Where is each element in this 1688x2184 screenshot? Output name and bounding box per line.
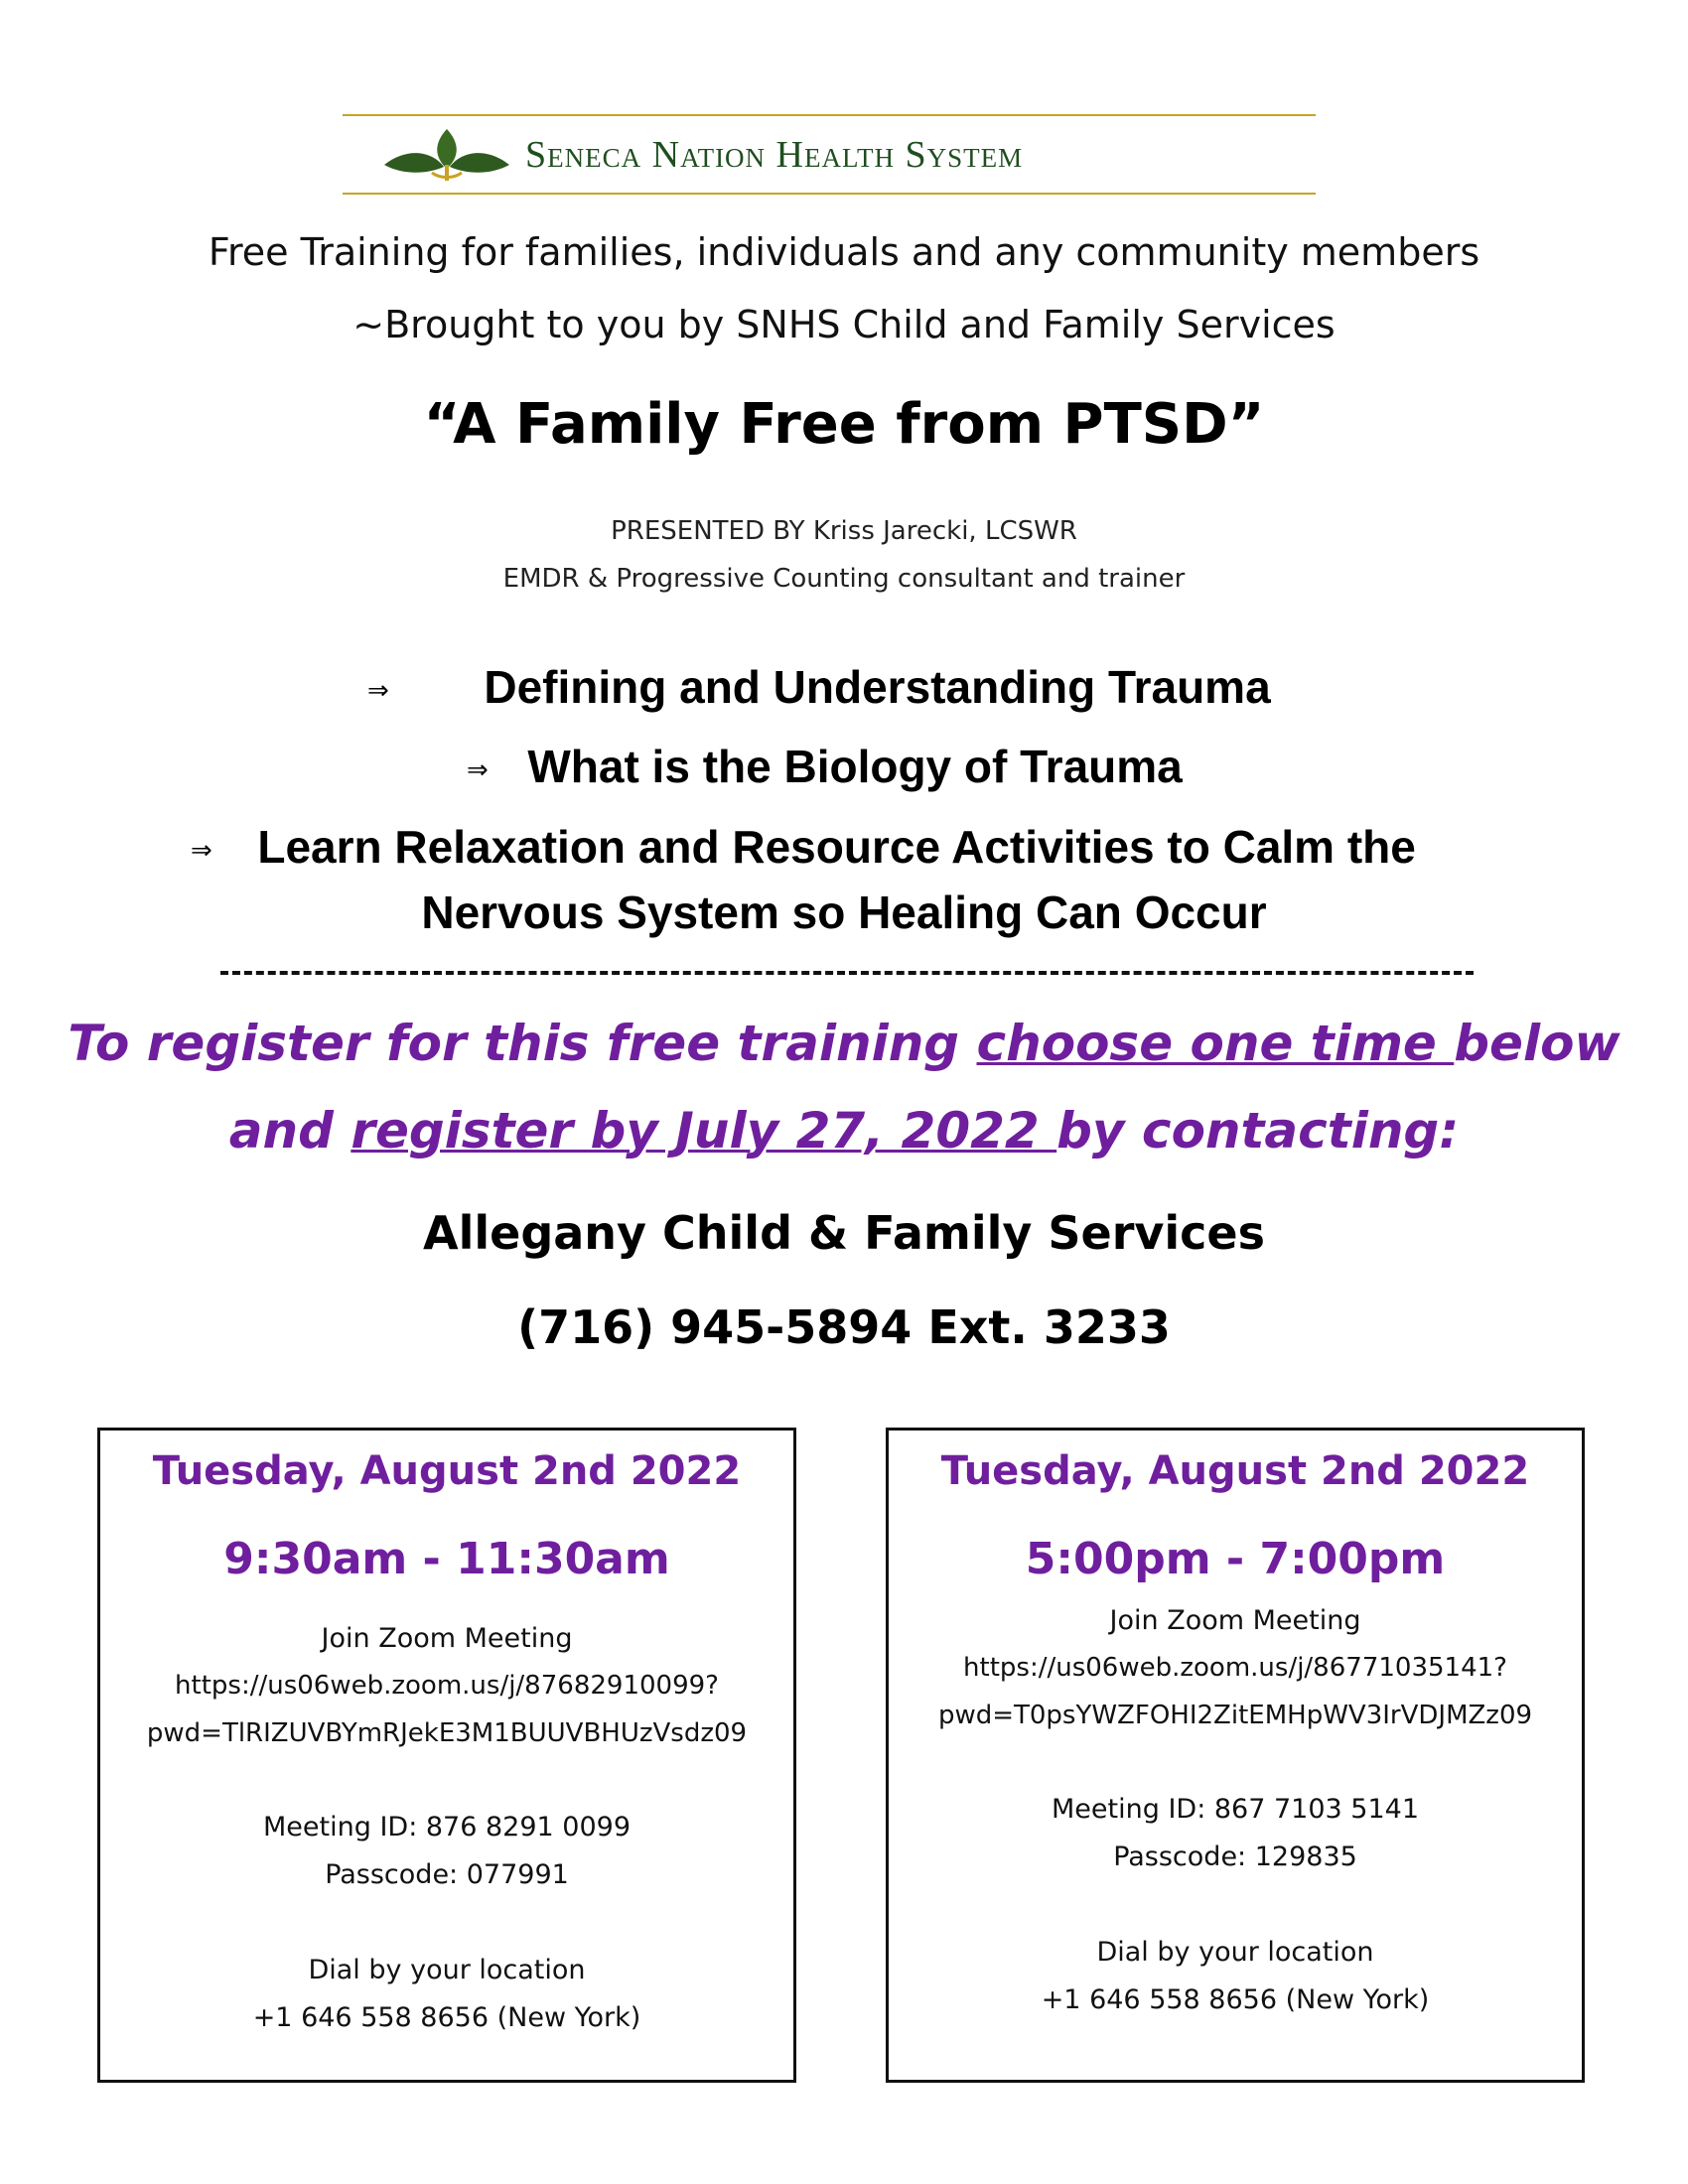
page-title: “A Family Free from PTSD” [423,392,1265,457]
passcode: Passcode: 077991 [325,1859,569,1890]
topic-text: What is the Biology of Trauma [527,741,1183,792]
session-time: 9:30am - 11:30am [223,1534,670,1584]
presenter-name: PRESENTED BY Kriss Jarecki, LCSWR [611,516,1077,546]
topic-item [467,740,1183,793]
meeting-id: Meeting ID: 876 8291 0099 [263,1812,631,1843]
register-line-1: To register for this free training choose one time below [68,1015,1620,1072]
meeting-id: Meeting ID: 867 7103 5141 [1052,1794,1419,1825]
zoom-link-line-2[interactable]: pwd=TlRIZUVBYmRJekE3M1BUUVBHUzVsdz09 [146,1718,748,1748]
zoom-link-line-2[interactable]: pwd=T0psYWZFOHI2ZitEMHpWV3IrVDJMZz09 [937,1701,1533,1730]
dial-label: Dial by your location [308,1955,586,1985]
session-time: 5:00pm - 7:00pm [1025,1534,1446,1584]
zoom-join-label: Join Zoom Meeting [1109,1605,1361,1636]
presenter-credentials: EMDR & Progressive Counting consultant and trainer [502,564,1186,594]
contact-name: Allegany Child & Family Services [422,1206,1265,1260]
topic-text-continued: Nervous System so Healing Can Occur [421,887,1267,938]
session-card-morning [97,1428,796,2083]
arrow-right-icon: ⇒ [191,835,212,866]
intro-line-2: ~Brought to you by SNHS Child and Family Services [352,303,1336,346]
dial-number: +1 646 558 8656 (New York) [252,2002,641,2033]
register-deadline-emphasis: register by July 27, 2022 [351,1102,1057,1160]
zoom-link-line-1[interactable]: https://us06web.zoom.us/j/87682910099? [175,1671,719,1701]
topic-item [191,820,1416,874]
passcode: Passcode: 129835 [1113,1842,1357,1872]
arrow-right-icon: ⇒ [367,675,389,706]
session-card-evening [886,1428,1585,2083]
choose-time-emphasis: choose one time [976,1015,1455,1072]
topic-text: Defining and Understanding Trauma [484,661,1271,713]
topic-item [367,660,1271,714]
dial-number: +1 646 558 8656 (New York) [1041,1984,1430,2015]
dial-label: Dial by your location [1096,1937,1374,1968]
intro-line-1: Free Training for families, individuals and any community members [208,230,1480,274]
dashed-divider [220,971,1474,975]
zoom-join-label: Join Zoom Meeting [321,1623,573,1654]
logo-header [343,114,1316,195]
org-name: Seneca Nation Health System [525,133,1024,176]
leaf-sprout-icon [382,125,511,185]
arrow-right-icon: ⇒ [467,754,489,785]
contact-phone: (716) 945-5894 Ext. 3233 [517,1300,1171,1354]
session-date: Tuesday, August 2nd 2022 [152,1448,742,1494]
session-date: Tuesday, August 2nd 2022 [940,1448,1530,1494]
register-line-2: and register by July 27, 2022 by contacting: [228,1102,1460,1160]
topic-text: Learn Relaxation and Resource Activities to Calm the [257,821,1416,873]
zoom-link-line-1[interactable]: https://us06web.zoom.us/j/86771035141? [963,1653,1507,1683]
